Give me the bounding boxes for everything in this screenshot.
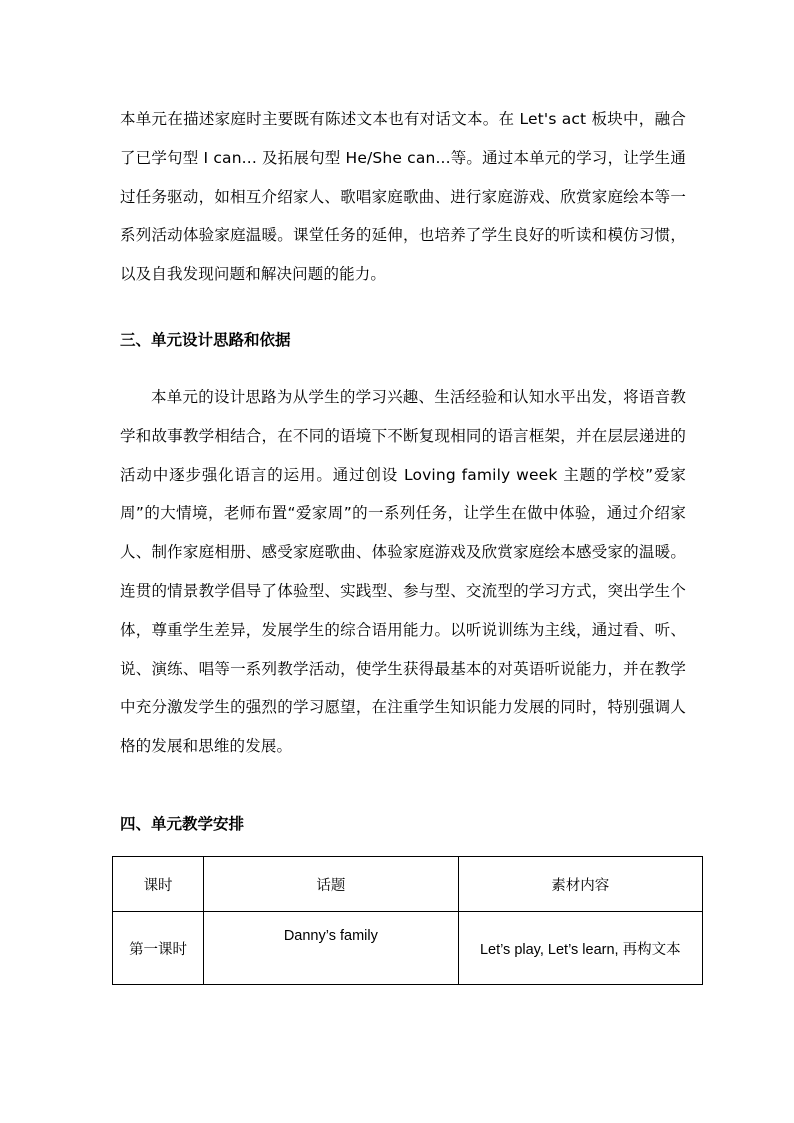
- table-cell-lesson: 第一课时: [113, 912, 204, 985]
- intro-paragraph: 本单元在描述家庭时主要既有陈述文本也有对话文本。在 Let's act 板块中，融合了已学句型 I can... 及拓展句型 He/She can...等。通过本单元的学习，让学生通过任务驱动，如相互介绍家人、歌唱家庭歌曲、进行家庭游戏、欣赏家庭绘本等一系列活动体验家庭温暖。课堂任务的延伸，也培养了学生良好的听读和模仿习惯，以及自我发现问题和解决问题的能力。: [120, 110, 686, 284]
- teaching-schedule-table: [112, 856, 703, 985]
- table-cell-material: Let’s play, Let’s learn, 再构文本: [458, 912, 702, 985]
- section-heading-design-rationale: 三、单元设计思路和依据: [120, 331, 291, 349]
- table-row: [113, 912, 703, 985]
- section-heading-teaching-schedule: 四、单元教学安排: [120, 815, 245, 833]
- table-header-row: [113, 857, 703, 912]
- design-rationale-paragraph: 本单元的设计思路为从学生的学习兴趣、生活经验和认知水平出发，将语音教学和故事教学相结合，在不同的语境下不断复现相同的语言框架，并在层层递进的活动中逐步强化语言的运用。通过创设 Loving family week 主题的学校”爱家周”的大情境，老师布置“爱家周”的一系列任务，让学生在做中体验，通过介绍家人、制作家庭相册、感受家庭歌曲、体验家庭游戏及欣赏家庭绘本感受家的温暖。连贯的情景教学倡导了体验型、实践型、参与型、交流型的学习方式，突出学生个体，尊重学生差异，发展学生的综合语用能力。以听说训练为主线，通过看、听、说、演练、唱等一系列教学活动，使学生获得最基本的对英语听说能力，并在教学中充分激发学生的强烈的学习愿望，在注重学生知识能力发展的同时，特别强调人格的发展和思维的发展。: [120, 388, 686, 756]
- table-header-cell-topic: 话题: [204, 857, 458, 912]
- table-header-cell-material: 素材内容: [458, 857, 702, 912]
- table-cell-topic: Danny’s family: [204, 912, 458, 985]
- table-header-cell-lesson: 课时: [113, 857, 204, 912]
